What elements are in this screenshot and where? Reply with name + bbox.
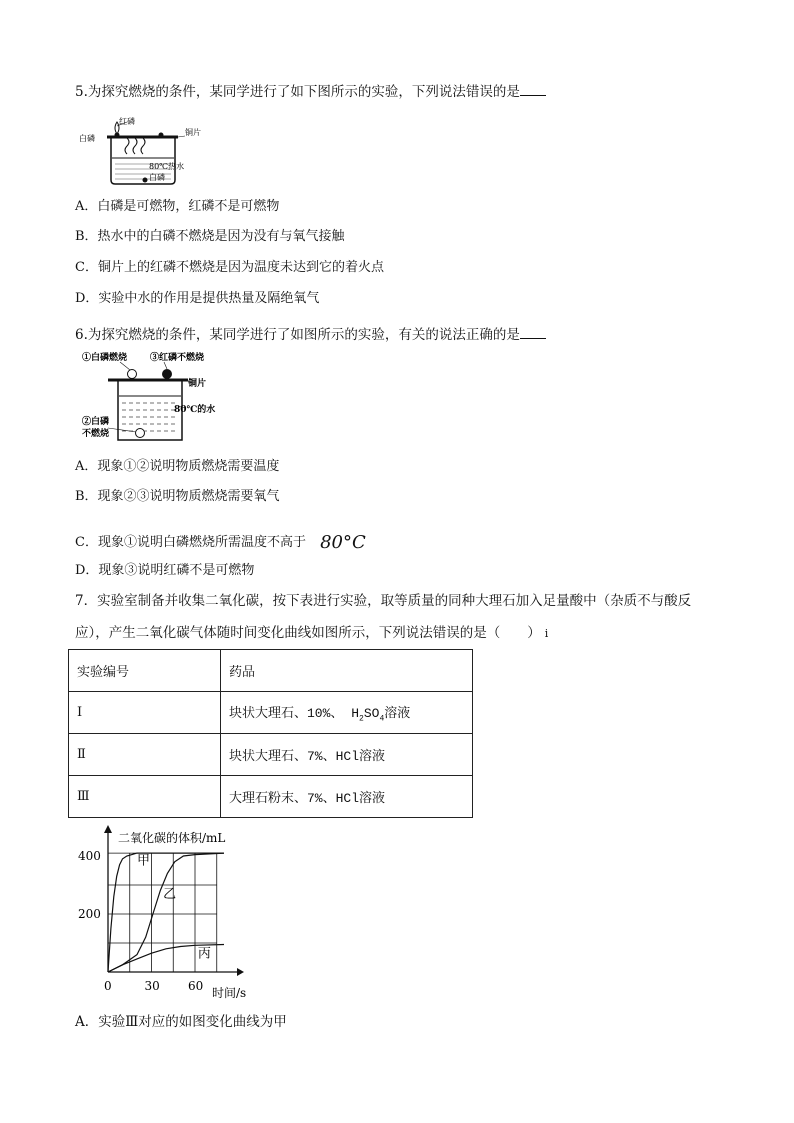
- label-red-phosphorus: 红磷: [119, 117, 135, 126]
- q5-stem-text: 5.为探究燃烧的条件，某同学进行了如下图所示的实验，下列说法错误的是: [75, 84, 520, 100]
- q6-figure: [78, 348, 228, 448]
- q6-stem: [75, 326, 546, 344]
- header-drug: 药品: [221, 650, 473, 692]
- x-tick-label: 60: [188, 979, 204, 993]
- series-label-1: 甲: [137, 853, 151, 869]
- series-label-3: 丙: [197, 946, 211, 962]
- temperature-unit: °C: [343, 532, 366, 553]
- q7-stem-line2-text: 应），产生二氧化碳气体随时间变化曲线如图所示，下列说法错误的是（ ）: [75, 625, 541, 641]
- subscript: 4: [379, 714, 385, 724]
- table-row: [69, 692, 473, 734]
- y-axis-label: 二氧化碳的体积/mL: [118, 831, 226, 845]
- red-phosphorus: [159, 133, 164, 138]
- q6-stem-text: 6.为探究燃烧的条件，某同学进行了如图所示的实验，有关的说法正确的是: [75, 327, 520, 343]
- temperature-formula: [320, 532, 366, 553]
- x-tick-label: 30: [144, 979, 160, 993]
- white-phosphorus-top: [128, 370, 137, 379]
- label-2b: 不燃烧: [82, 429, 110, 439]
- white-phosphorus-bottom: [143, 178, 148, 183]
- y-tick-label: 400: [78, 849, 101, 863]
- white-phosphorus-bottom: [136, 429, 145, 438]
- x-axis-arrow-icon: [237, 968, 244, 976]
- q6-option-d: D．现象③说明红磷不是可燃物: [75, 563, 255, 578]
- y-axis-arrow-icon: [104, 825, 112, 833]
- x-tick-label: 0: [104, 979, 112, 993]
- temperature-value: 80: [320, 532, 343, 553]
- x-axis-label: 时间/s: [212, 986, 247, 1000]
- label-1: ①白磷燃烧: [82, 353, 128, 363]
- drug-part: 溶液: [384, 705, 411, 721]
- chart-series: [108, 853, 224, 972]
- label-2a: ②白磷: [82, 417, 110, 427]
- experiment-table: [68, 649, 473, 818]
- row-drug: [221, 692, 473, 734]
- q6-option-b: B．现象②③说明物质燃烧需要氧气: [75, 489, 280, 504]
- q5-option-b: B．热水中的白磷不燃烧是因为没有与氧气接触: [75, 229, 345, 244]
- series-label-2: 乙: [163, 887, 177, 903]
- beaker: [111, 137, 175, 184]
- label-white-phosphorus-top: 白磷: [79, 134, 95, 143]
- red-phosphorus: [162, 369, 172, 379]
- header-experiment-id: 实验编号: [69, 650, 221, 692]
- q7-option-a: A．实验Ⅲ对应的如图变化曲线为甲: [75, 1014, 287, 1030]
- label-white-phosphorus-bottom: 白磷: [149, 173, 165, 182]
- drug-part: 块状大理石、10%、 H: [229, 705, 360, 721]
- water-hatch: [122, 403, 178, 431]
- q6-option-c-text: C．现象①说明白磷燃烧所需温度不高于: [75, 535, 306, 550]
- label-3: ③红磷不燃烧: [150, 353, 205, 363]
- answer-blank: [520, 326, 546, 339]
- row-drug: 大理石粉末、7%、HCl溶液: [221, 776, 473, 818]
- row-id: Ⅱ: [69, 734, 221, 776]
- q6-option-c: [75, 532, 366, 552]
- table-header-row: [69, 650, 473, 692]
- white-phosphorus-top: [115, 133, 120, 138]
- row-id: Ⅰ: [69, 692, 221, 734]
- table-row: [69, 734, 473, 776]
- q5-stem: [75, 83, 546, 101]
- q5-option-d: D．实验中水的作用是提供热量及隔绝氧气: [75, 291, 320, 306]
- row-drug: 块状大理石、7%、HCl溶液: [221, 734, 473, 776]
- q7-stem-tail: i: [544, 627, 549, 640]
- label-hot-water: 80℃热水: [149, 162, 185, 171]
- q7-stem-line2: [75, 624, 548, 643]
- label-copper: 铜片: [188, 379, 207, 389]
- table-row: [69, 776, 473, 818]
- label-copper: 铜片: [185, 128, 201, 137]
- label-water: 80℃的水: [174, 405, 216, 415]
- subscript: 2: [359, 714, 364, 724]
- q6-option-a: A．现象①②说明物质燃烧需要温度: [75, 459, 280, 474]
- y-tick-label: 200: [78, 907, 101, 921]
- drug-part: SO: [363, 705, 380, 721]
- answer-blank: [520, 83, 546, 96]
- q7-stem-line1: 7．实验室制备并收集二氧化碳，按下表进行实验，取等质量的同种大理石加入足量酸中（杂质不与酸反: [75, 593, 692, 609]
- q5-figure: [75, 114, 205, 186]
- q5-option-c: C．铜片上的红磷不燃烧是因为温度未达到它的着火点: [75, 260, 384, 275]
- co2-volume-chart: [72, 825, 272, 1000]
- row-id: Ⅲ: [69, 776, 221, 818]
- q5-option-a: A．白磷是可燃物，红磷不是可燃物: [75, 199, 280, 214]
